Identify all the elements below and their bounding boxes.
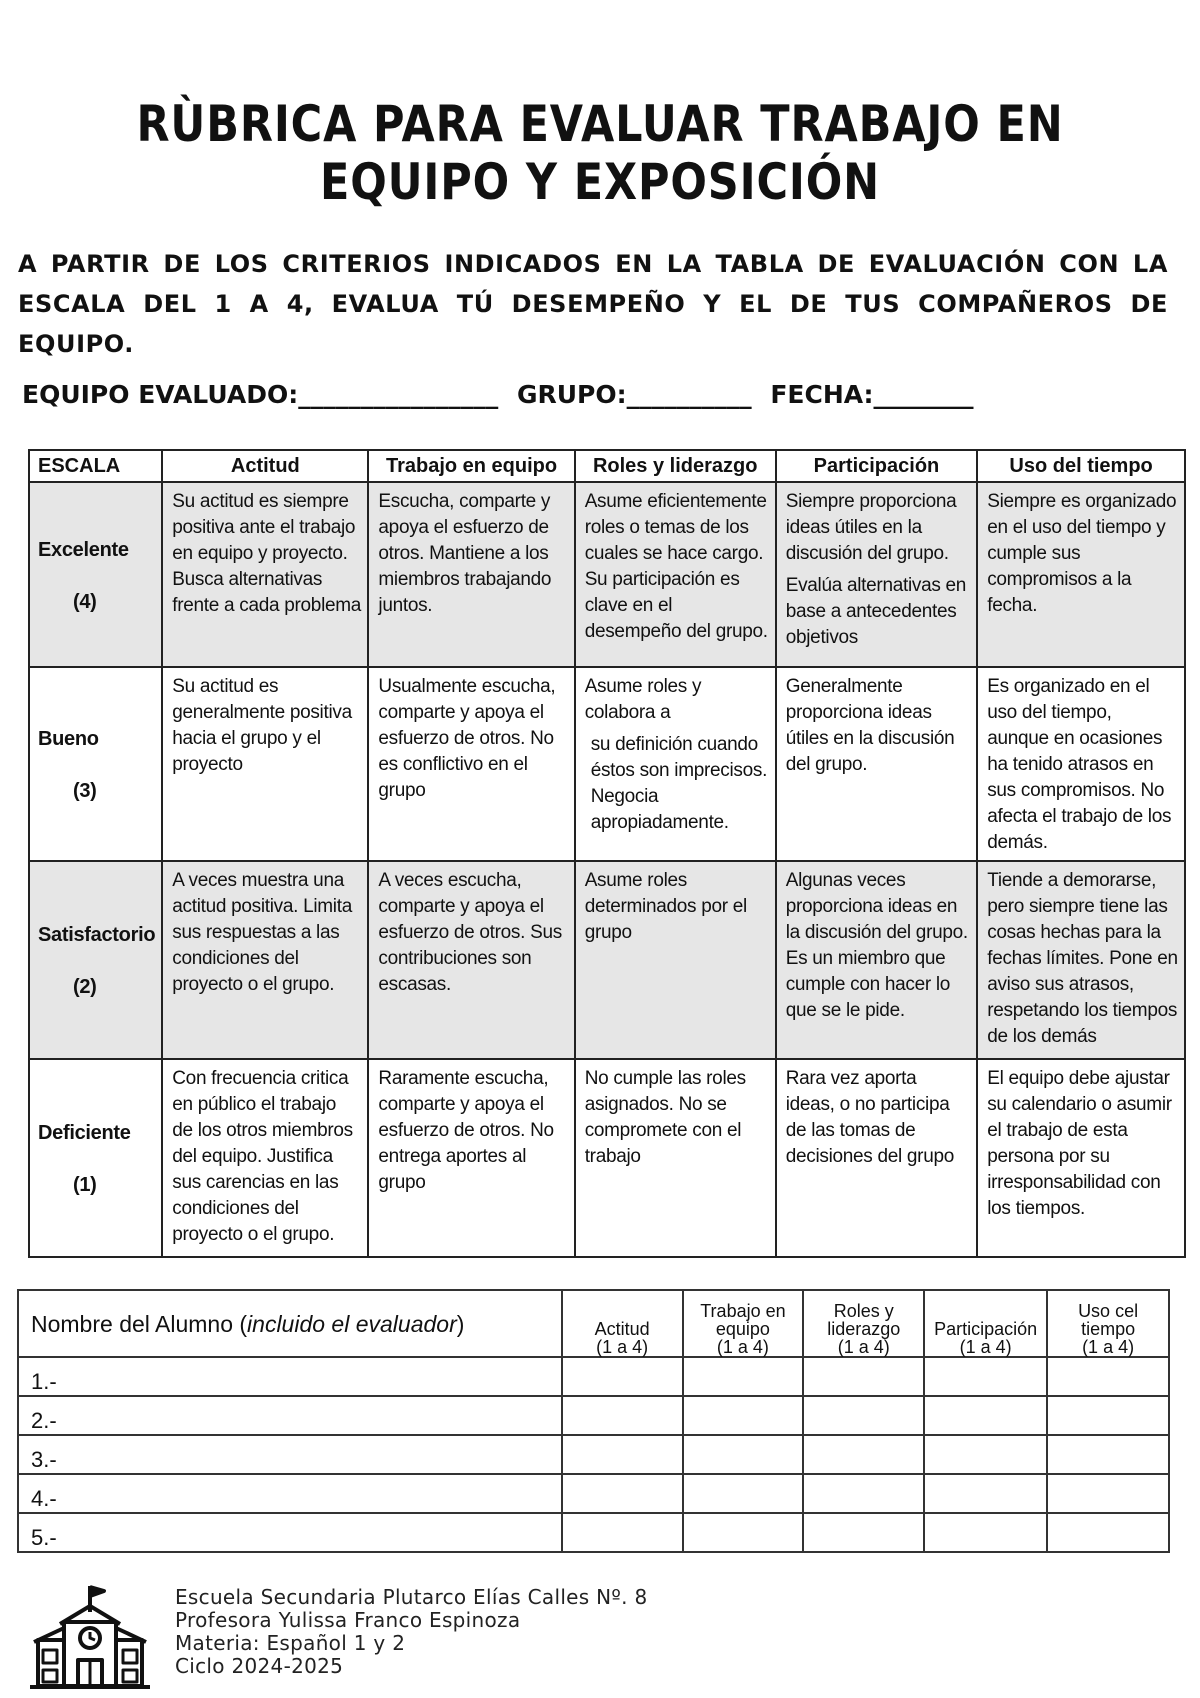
- score-column-header: Actitud (1 a 4): [562, 1290, 683, 1357]
- scale-level: Bueno: [38, 728, 99, 750]
- score-cell[interactable]: [1047, 1396, 1169, 1435]
- rubric-cell-text: Siempre proporciona ideas útiles en la discusión del grupo.: [785, 491, 957, 564]
- rubric-header-row: [29, 450, 1185, 482]
- rubric-cell: El equipo debe ajustar su calendario o asumir el trabajo de esta persona por su irresponsabilidad con los tiempos.: [977, 1059, 1185, 1257]
- score-cell[interactable]: [803, 1396, 924, 1435]
- rubric-cell: Rara vez aporta ideas, o no participa de las tomas de decisiones del grupo: [776, 1059, 978, 1257]
- rubric-cell: Asume roles determinados por el grupo: [575, 861, 776, 1059]
- score-cell[interactable]: [683, 1513, 804, 1552]
- score-cell[interactable]: [803, 1474, 924, 1513]
- rubric-cell-text: Evalúa alternativas en base a antecedentes objetivos: [785, 575, 967, 648]
- page-title: RÙBRICA PARA EVALUAR TRABAJO EN EQUIPO Y EXPOSICIÓN: [136, 95, 1064, 211]
- footer-text: [175, 1586, 647, 1678]
- scale-level: Excelente: [38, 538, 129, 561]
- student-name-cell[interactable]: 5.-: [18, 1513, 562, 1552]
- score-cell[interactable]: [683, 1357, 804, 1396]
- rubric-cell: Usualmente escucha, comparte y apoya el esfuerzo de otros. No es conflictivo en el grupo: [368, 667, 574, 861]
- rubric-row-deficiente: [29, 1059, 1185, 1257]
- score-cell[interactable]: [562, 1474, 683, 1513]
- scale-cell: [29, 861, 162, 1059]
- scale-cell: [29, 482, 162, 667]
- scale-score: (3): [73, 780, 97, 802]
- header-fields: [22, 380, 1172, 409]
- score-cell[interactable]: [1047, 1474, 1169, 1513]
- teacher-name: Profesora Yulissa Franco Espinoza: [175, 1608, 521, 1632]
- rubric-row-excelente: [29, 482, 1185, 667]
- score-cell[interactable]: [1047, 1357, 1169, 1396]
- rubric-header-cell: Trabajo en equipo: [368, 450, 574, 482]
- footer: [30, 1580, 730, 1690]
- rubric-header-cell: Participación: [776, 450, 978, 482]
- table-row: [18, 1357, 1169, 1396]
- score-cell[interactable]: [562, 1357, 683, 1396]
- rubric-cell: Asume eficientemente roles o temas de los cuales se hace cargo. Su participación es clave en el desempeño del grupo.: [575, 482, 776, 667]
- rubric-cell: Escucha, comparte y apoya el esfuerzo de otros. Mantiene a los miembros trabajando juntos.: [368, 482, 574, 667]
- score-column-header: Roles y liderazgo (1 a 4): [803, 1290, 924, 1357]
- rubric-cell: Tiende a demorarse, pero siempre tiene las cosas hechas para la fechas límites. Pone en aviso sus atrasos, respetando los tiempos de los demás: [977, 861, 1185, 1059]
- rubric-cell: Con frecuencia critica en público el trabajo de los otros miembros del equipo. Justifica sus carencias en las condiciones del proyecto o el grupo.: [162, 1059, 368, 1257]
- table-row: [18, 1474, 1169, 1513]
- student-name-cell[interactable]: 3.-: [18, 1435, 562, 1474]
- rubric-cell: Algunas veces proporciona ideas en la discusión del grupo. Es un miembro que cumple con hacer lo que se le pide.: [776, 861, 978, 1059]
- instructions: A PARTIR DE LOS CRITERIOS INDICADOS EN LA TABLA DE EVALUACIÓN CON LA ESCALA DEL 1 A 4, EVALUA TÚ DESEMPEÑO Y EL DE TUS COMPAÑEROS DE EQUIPO.: [18, 250, 1168, 358]
- score-cell[interactable]: [803, 1513, 924, 1552]
- score-cell[interactable]: [803, 1435, 924, 1474]
- student-name-cell[interactable]: 1.-: [18, 1357, 562, 1396]
- student-name-cell[interactable]: 4.-: [18, 1474, 562, 1513]
- score-cell[interactable]: [683, 1396, 804, 1435]
- scale-level: Deficiente: [38, 1122, 131, 1144]
- rubric-cell: Raramente escucha, comparte y apoya el esfuerzo de otros. No entrega aportes al grupo: [368, 1059, 574, 1257]
- table-row: [18, 1396, 1169, 1435]
- score-cell[interactable]: [924, 1474, 1047, 1513]
- scale-cell: [29, 667, 162, 861]
- school-name: Escuela Secundaria Plutarco Elías Calles Nº. 8: [175, 1585, 648, 1609]
- student-name-cell[interactable]: 2.-: [18, 1396, 562, 1435]
- score-cell[interactable]: [1047, 1435, 1169, 1474]
- rubric-cell: Siempre es organizado en el uso del tiempo y cumple sus compromisos a la fecha.: [977, 482, 1185, 667]
- team-field[interactable]: EQUIPO EVALUADO:________________: [22, 380, 499, 409]
- scale-score: (2): [73, 976, 97, 998]
- group-field[interactable]: GRUPO:__________: [516, 380, 752, 409]
- rubric-table: [28, 449, 1186, 1258]
- rubric-row-bueno: [29, 667, 1185, 861]
- rubric-header-cell: Actitud: [162, 450, 368, 482]
- scale-cell: [29, 1059, 162, 1257]
- rubric-cell: Su actitud es siempre positiva ante el trabajo en equipo y proyecto. Busca alternativas frente a cada problema: [162, 482, 368, 667]
- student-score-table: [17, 1289, 1170, 1553]
- score-cell[interactable]: [562, 1435, 683, 1474]
- rubric-header-cell: ESCALA: [29, 450, 162, 482]
- scale-level: Satisfactorio: [38, 924, 156, 946]
- date-field[interactable]: FECHA:________: [770, 380, 974, 409]
- score-column-header: Uso cel tiempo (1 a 4): [1047, 1290, 1169, 1357]
- score-cell[interactable]: [562, 1396, 683, 1435]
- score-cell[interactable]: [683, 1435, 804, 1474]
- student-name-header: Nombre del Alumno (incluido el evaluador): [18, 1290, 562, 1357]
- rubric-cell-text: su definición cuando éstos son imprecisos. Negocia apropiadamente.: [590, 734, 768, 833]
- rubric-cell: A veces escucha, comparte y apoya el esfuerzo de otros. Sus contribuciones son escasas.: [368, 861, 574, 1059]
- rubric-header-cell: Uso del tiempo: [977, 450, 1185, 482]
- scale-score: (4): [73, 590, 97, 613]
- rubric-cell: Generalmente proporciona ideas útiles en la discusión del grupo.: [776, 667, 978, 861]
- rubric-row-satisfactorio: [29, 861, 1185, 1059]
- subject: Materia: Español 1 y 2: [175, 1631, 406, 1655]
- score-cell[interactable]: [924, 1513, 1047, 1552]
- school-cycle: Ciclo 2024-2025: [175, 1654, 344, 1678]
- rubric-cell: Su actitud es generalmente positiva hacia el grupo y el proyecto: [162, 667, 368, 861]
- score-cell[interactable]: [562, 1513, 683, 1552]
- rubric-cell: No cumple las roles asignados. No se compromete con el trabajo: [575, 1059, 776, 1257]
- rubric-cell-text: Asume roles y colabora a: [584, 676, 702, 723]
- score-cell[interactable]: [924, 1396, 1047, 1435]
- table-row: [18, 1513, 1169, 1552]
- score-column-header: Trabajo en equipo (1 a 4): [683, 1290, 804, 1357]
- rubric-header-cell: Roles y liderazgo: [575, 450, 776, 482]
- rubric-cell: [575, 667, 776, 861]
- score-cell[interactable]: [803, 1357, 924, 1396]
- school-building-icon: [30, 1582, 150, 1690]
- roster-header-row: [18, 1290, 1169, 1357]
- score-cell[interactable]: [924, 1357, 1047, 1396]
- table-row: [18, 1435, 1169, 1474]
- score-cell[interactable]: [683, 1474, 804, 1513]
- rubric-cell: Es organizado en el uso del tiempo, aunque en ocasiones ha tenido atrasos en sus compromisos. No afecta el trabajo de los demás.: [977, 667, 1185, 861]
- scale-score: (1): [73, 1174, 97, 1196]
- score-cell[interactable]: [1047, 1513, 1169, 1552]
- rubric-cell: [776, 482, 978, 667]
- score-column-header: Participación (1 a 4): [924, 1290, 1047, 1357]
- score-cell[interactable]: [924, 1435, 1047, 1474]
- rubric-cell: A veces muestra una actitud positiva. Limita sus respuestas a las condiciones del proyecto o el grupo.: [162, 861, 368, 1059]
